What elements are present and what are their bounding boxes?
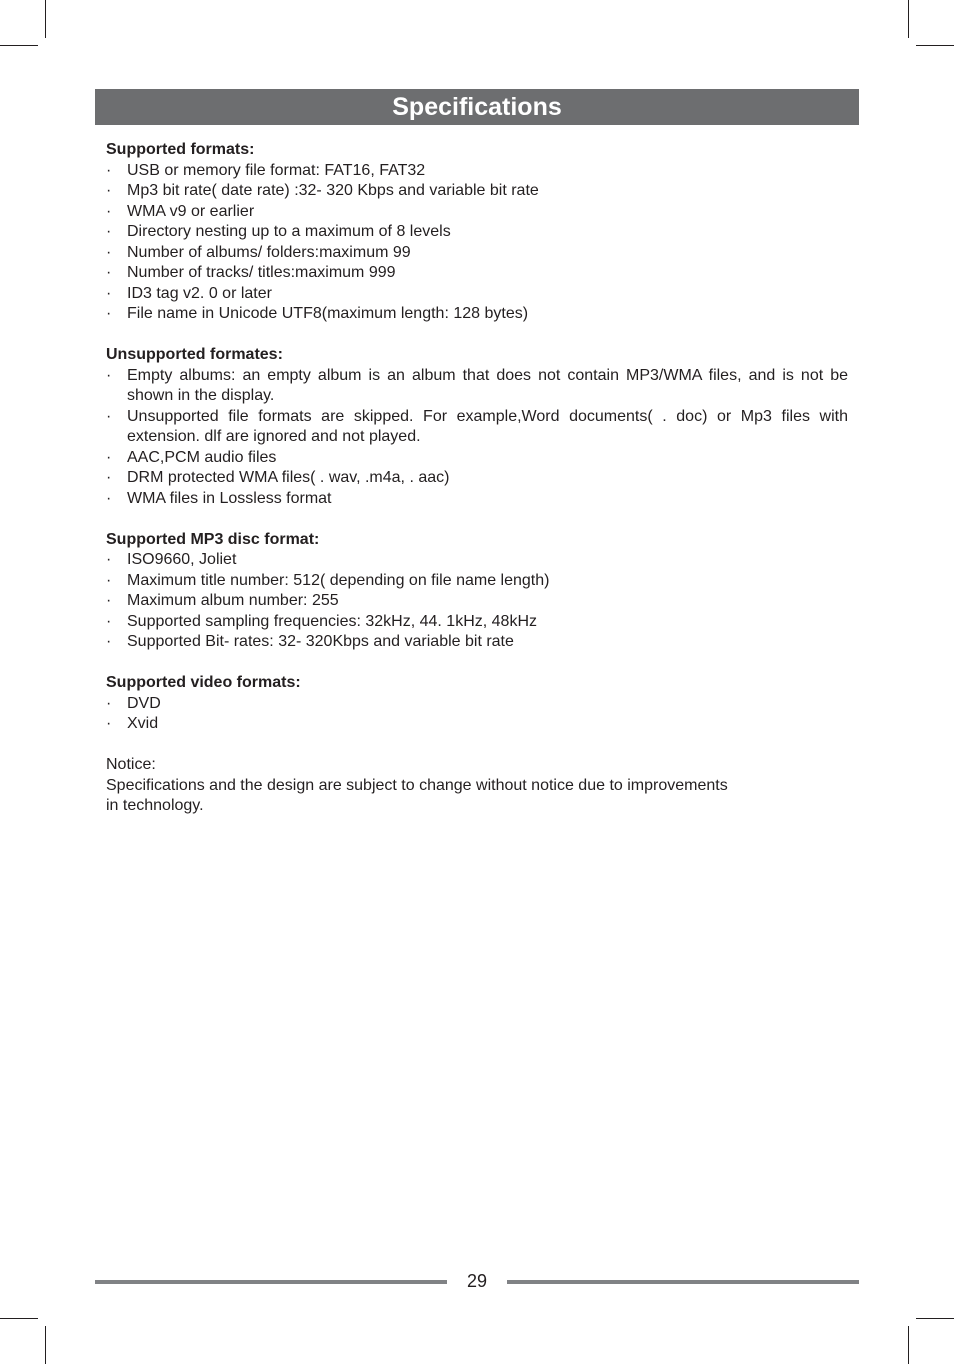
- bullet-icon: ·: [106, 161, 112, 179]
- section-heading: Supported video formats:: [106, 674, 301, 691]
- notice-label: Notice:: [106, 756, 156, 773]
- bullet-icon: ·: [106, 366, 112, 384]
- list-item: · DRM protected WMA files( . wav, .m4a, . aac): [106, 468, 848, 489]
- spec-list: [106, 161, 848, 325]
- list-item: · DVD: [106, 694, 848, 715]
- crop-mark: [45, 1326, 46, 1364]
- bullet-icon: ·: [106, 489, 112, 507]
- list-item: · Xvid: [106, 714, 848, 735]
- page-number: 29: [466, 1271, 488, 1291]
- bullet-icon: ·: [106, 223, 112, 240]
- section-heading: Unsupported formates:: [106, 346, 283, 363]
- crop-mark: [916, 45, 954, 46]
- bullet-icon: ·: [106, 305, 112, 322]
- crop-mark: [916, 1318, 954, 1319]
- list-item: · Supported sampling frequencies: 32kHz, 44. 1kHz, 48kHz: [106, 612, 848, 633]
- bullet-icon: ·: [106, 612, 112, 630]
- bullet-icon: ·: [106, 407, 112, 425]
- bullet-icon: ·: [106, 571, 112, 589]
- bullet-icon: ·: [106, 551, 112, 568]
- bullet-icon: ·: [106, 715, 112, 732]
- list-item: · File name in Unicode UTF8(maximum length: 128 bytes): [106, 304, 848, 325]
- list-item: · Supported Bit- rates: 32- 320Kbps and variable bit rate: [106, 632, 848, 653]
- list-item: · WMA v9 or earlier: [106, 202, 848, 223]
- section-heading: Supported MP3 disc format:: [106, 530, 320, 548]
- crop-mark: [0, 45, 38, 46]
- section-supported-formats: [106, 140, 848, 325]
- list-item: · Maximum title number: 512( depending on file name length): [106, 571, 848, 592]
- list-item: · ID3 tag v2. 0 or later: [106, 284, 848, 305]
- list-item: · Directory nesting up to a maximum of 8 levels: [106, 222, 848, 243]
- bullet-icon: ·: [106, 284, 112, 302]
- bullet-icon: ·: [106, 182, 112, 199]
- list-item: · Maximum album number: 255: [106, 591, 848, 612]
- crop-mark: [45, 0, 46, 38]
- bullet-icon: ·: [106, 633, 112, 650]
- list-item: · USB or memory file format: FAT16, FAT32: [106, 161, 848, 182]
- crop-mark: [908, 0, 909, 38]
- list-item: · Mp3 bit rate( date rate) :32- 320 Kbps and variable bit rate: [106, 181, 848, 202]
- section-mp3-disc-format: [106, 530, 848, 653]
- specifications-content: [106, 140, 848, 817]
- section-video-formats: [106, 673, 848, 735]
- bullet-icon: ·: [106, 694, 112, 712]
- list-item: · AAC,PCM audio files: [106, 448, 848, 469]
- list-item: · Number of tracks/ titles:maximum 999: [106, 263, 848, 284]
- spec-list: [106, 550, 848, 653]
- notice-text-line: Specifications and the design are subject to change without notice due to improvements: [106, 776, 728, 794]
- bullet-icon: ·: [106, 592, 112, 609]
- page-title-bar: [95, 89, 859, 125]
- list-item: · WMA files in Lossless format: [106, 489, 848, 510]
- notice: [106, 755, 848, 817]
- list-item: · Number of albums/ folders:maximum 99: [106, 243, 848, 264]
- list-item: · Empty albums: an empty album is an album that does not contain MP3/WMA files, and is not be shown in the display.: [106, 366, 848, 404]
- spec-list: [106, 694, 848, 735]
- footer-rule-left: [95, 1280, 447, 1284]
- section-unsupported-formats: [106, 345, 848, 509]
- bullet-icon: ·: [106, 202, 112, 220]
- notice-text-line: in technology.: [106, 797, 204, 814]
- spec-list: [106, 366, 848, 510]
- crop-mark: [908, 1326, 909, 1364]
- bullet-icon: ·: [106, 448, 112, 466]
- bullet-icon: ·: [106, 243, 112, 261]
- list-item: · Unsupported file formats are skipped. For example,Word documents( . doc) or Mp3 files with extension. dlf are ignored and not played.: [106, 407, 848, 445]
- bullet-icon: ·: [106, 264, 112, 281]
- section-heading: Supported formats:: [106, 141, 255, 158]
- page-title: Specifications: [392, 92, 562, 121]
- crop-mark: [0, 1318, 38, 1319]
- footer-rule-right: [507, 1280, 859, 1284]
- list-item: · ISO9660, Joliet: [106, 550, 848, 571]
- bullet-icon: ·: [106, 469, 112, 486]
